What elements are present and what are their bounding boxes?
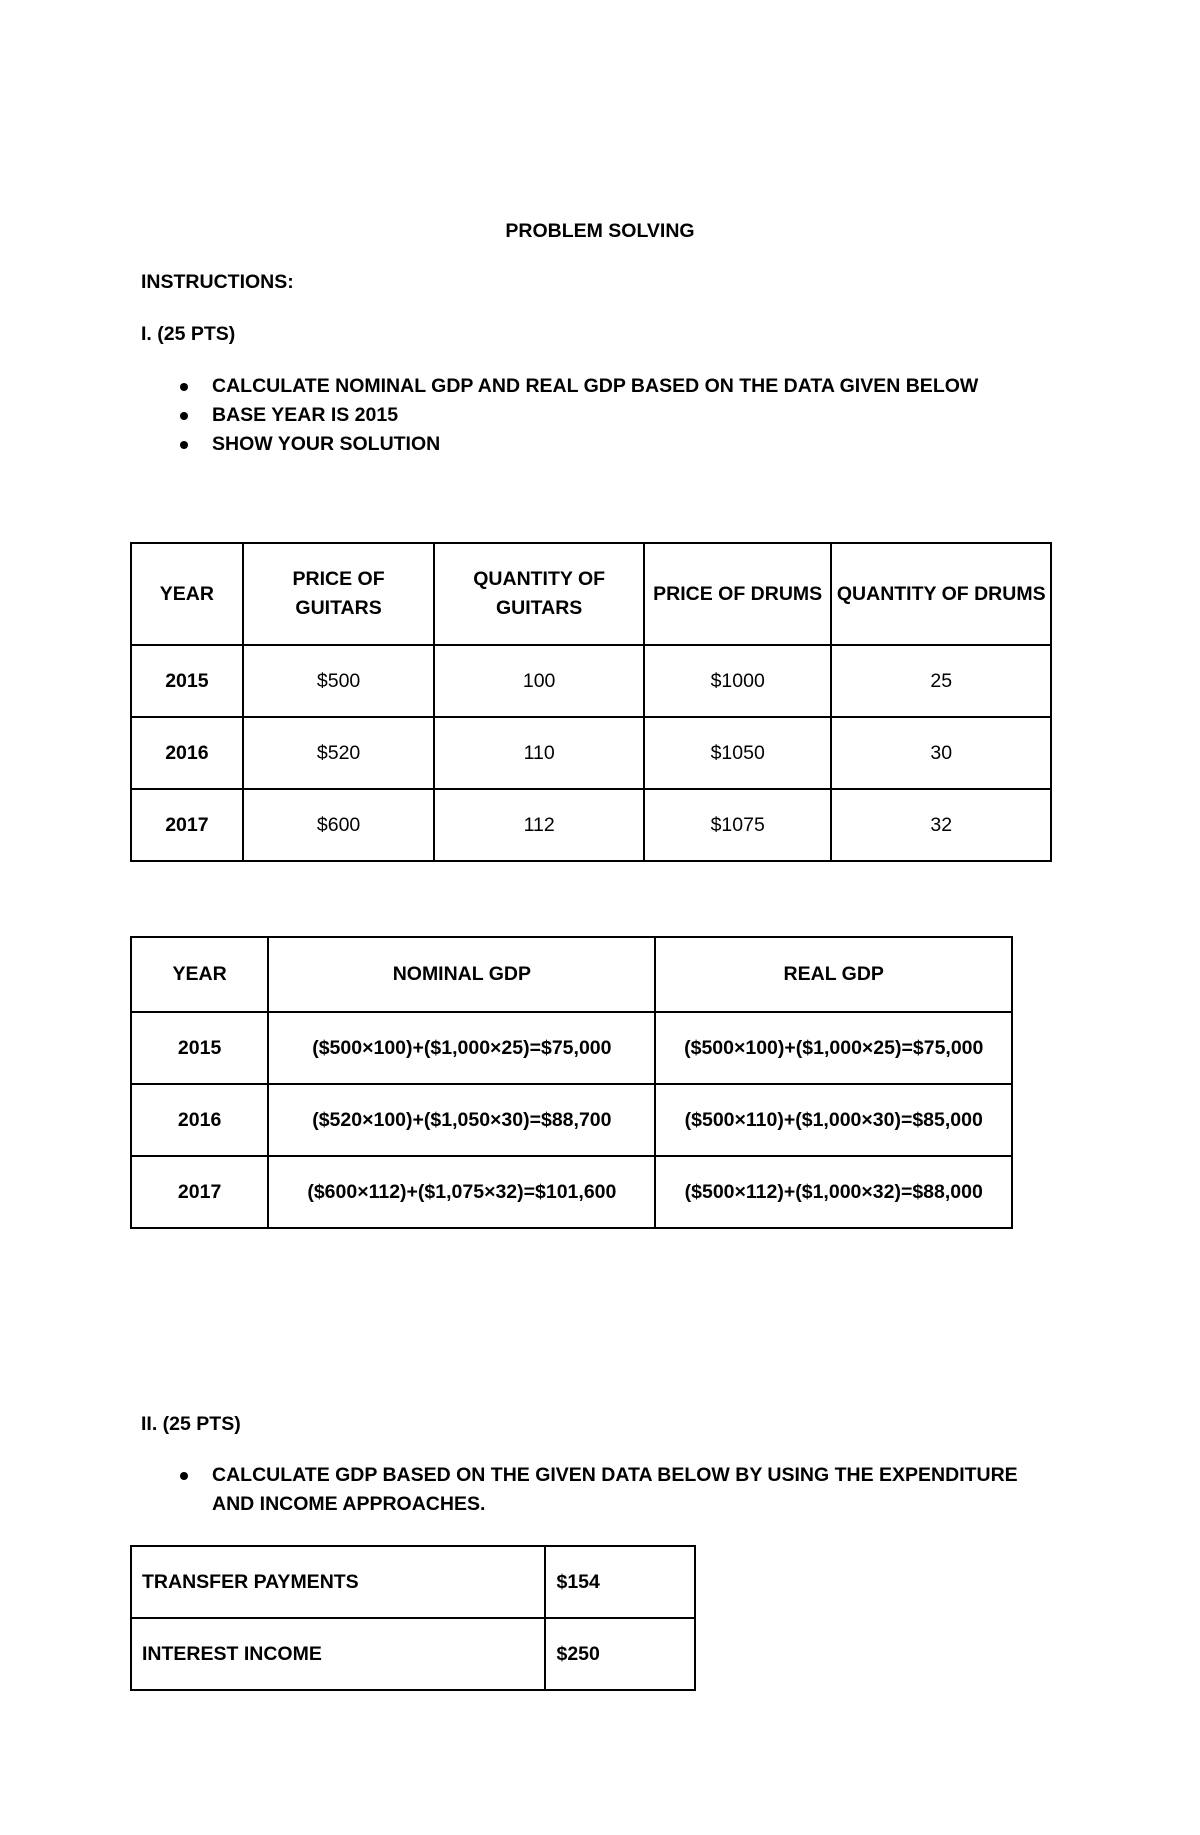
year-cell: 2017 — [131, 789, 243, 861]
table-row — [131, 717, 1051, 789]
instructions-label: INSTRUCTIONS: — [141, 271, 294, 293]
bullet-icon — [180, 441, 188, 449]
table-cell: 30 — [831, 717, 1051, 789]
table-row — [131, 1156, 1012, 1228]
real-gdp-cell: ($500×112)+($1,000×32)=$88,000 — [655, 1156, 1012, 1228]
part-two-bullets — [176, 1461, 1036, 1519]
page-title: PROBLEM SOLVING — [505, 220, 695, 242]
nominal-gdp-cell: ($520×100)+($1,050×30)=$88,700 — [268, 1084, 655, 1156]
header-cell: PRICE OF DRUMS — [644, 543, 832, 645]
table-cell: $500 — [243, 645, 435, 717]
table-cell: $520 — [243, 717, 435, 789]
year-cell: 2015 — [131, 1012, 268, 1084]
year-cell: 2016 — [131, 717, 243, 789]
part-one-heading: I. (25 PTS) — [141, 323, 236, 345]
year-cell: 2015 — [131, 645, 243, 717]
bullet-item: BASE YEAR IS 2015 — [176, 401, 1036, 430]
nominal-gdp-cell: ($600×112)+($1,075×32)=$101,600 — [268, 1156, 655, 1228]
year-cell: 2017 — [131, 1156, 268, 1228]
nominal-gdp-cell: ($500×100)+($1,000×25)=$75,000 — [268, 1012, 655, 1084]
year-cell: 2016 — [131, 1084, 268, 1156]
part-two-heading: II. (25 PTS) — [141, 1413, 241, 1435]
income-items-table — [130, 1545, 696, 1691]
table-row — [131, 1546, 695, 1618]
table-cell: $1000 — [644, 645, 832, 717]
item-value-cell: $154 — [545, 1546, 695, 1618]
table-header-row — [131, 543, 1051, 645]
real-gdp-cell: ($500×110)+($1,000×30)=$85,000 — [655, 1084, 1012, 1156]
gdp-solution-table — [130, 936, 1013, 1229]
real-gdp-cell: ($500×100)+($1,000×25)=$75,000 — [655, 1012, 1012, 1084]
table-cell: 32 — [831, 789, 1051, 861]
table-row — [131, 1084, 1012, 1156]
table-cell: 25 — [831, 645, 1051, 717]
header-cell: YEAR — [131, 543, 243, 645]
bullet-icon — [180, 383, 188, 391]
table-cell: 100 — [434, 645, 644, 717]
table-row — [131, 1012, 1012, 1084]
header-cell: YEAR — [131, 937, 268, 1012]
bullet-item: SHOW YOUR SOLUTION — [176, 430, 1036, 459]
bullet-icon — [180, 1472, 188, 1480]
header-cell: NOMINAL GDP — [268, 937, 655, 1012]
table-row — [131, 1618, 695, 1690]
item-value-cell: $250 — [545, 1618, 695, 1690]
table-cell: $600 — [243, 789, 435, 861]
header-cell: QUANTITY OF GUITARS — [434, 543, 644, 645]
table-row — [131, 789, 1051, 861]
header-cell: QUANTITY OF DRUMS — [831, 543, 1051, 645]
table-cell: 112 — [434, 789, 644, 861]
header-cell: PRICE OF GUITARS — [243, 543, 435, 645]
table-row — [131, 645, 1051, 717]
table-cell: $1050 — [644, 717, 832, 789]
bullet-icon — [180, 412, 188, 420]
price-quantity-table — [130, 542, 1052, 862]
table-cell: 110 — [434, 717, 644, 789]
item-label-cell: TRANSFER PAYMENTS — [131, 1546, 545, 1618]
item-label-cell: INTEREST INCOME — [131, 1618, 545, 1690]
part-one-bullets — [176, 372, 1036, 459]
header-cell: REAL GDP — [655, 937, 1012, 1012]
bullet-item: CALCULATE NOMINAL GDP AND REAL GDP BASED ON THE DATA GIVEN BELOW — [176, 372, 1036, 401]
bullet-item: CALCULATE GDP BASED ON THE GIVEN DATA BELOW BY USING THE EXPENDITURE AND INCOME APPROACHES. — [176, 1461, 1036, 1519]
table-cell: $1075 — [644, 789, 832, 861]
table-header-row — [131, 937, 1012, 1012]
